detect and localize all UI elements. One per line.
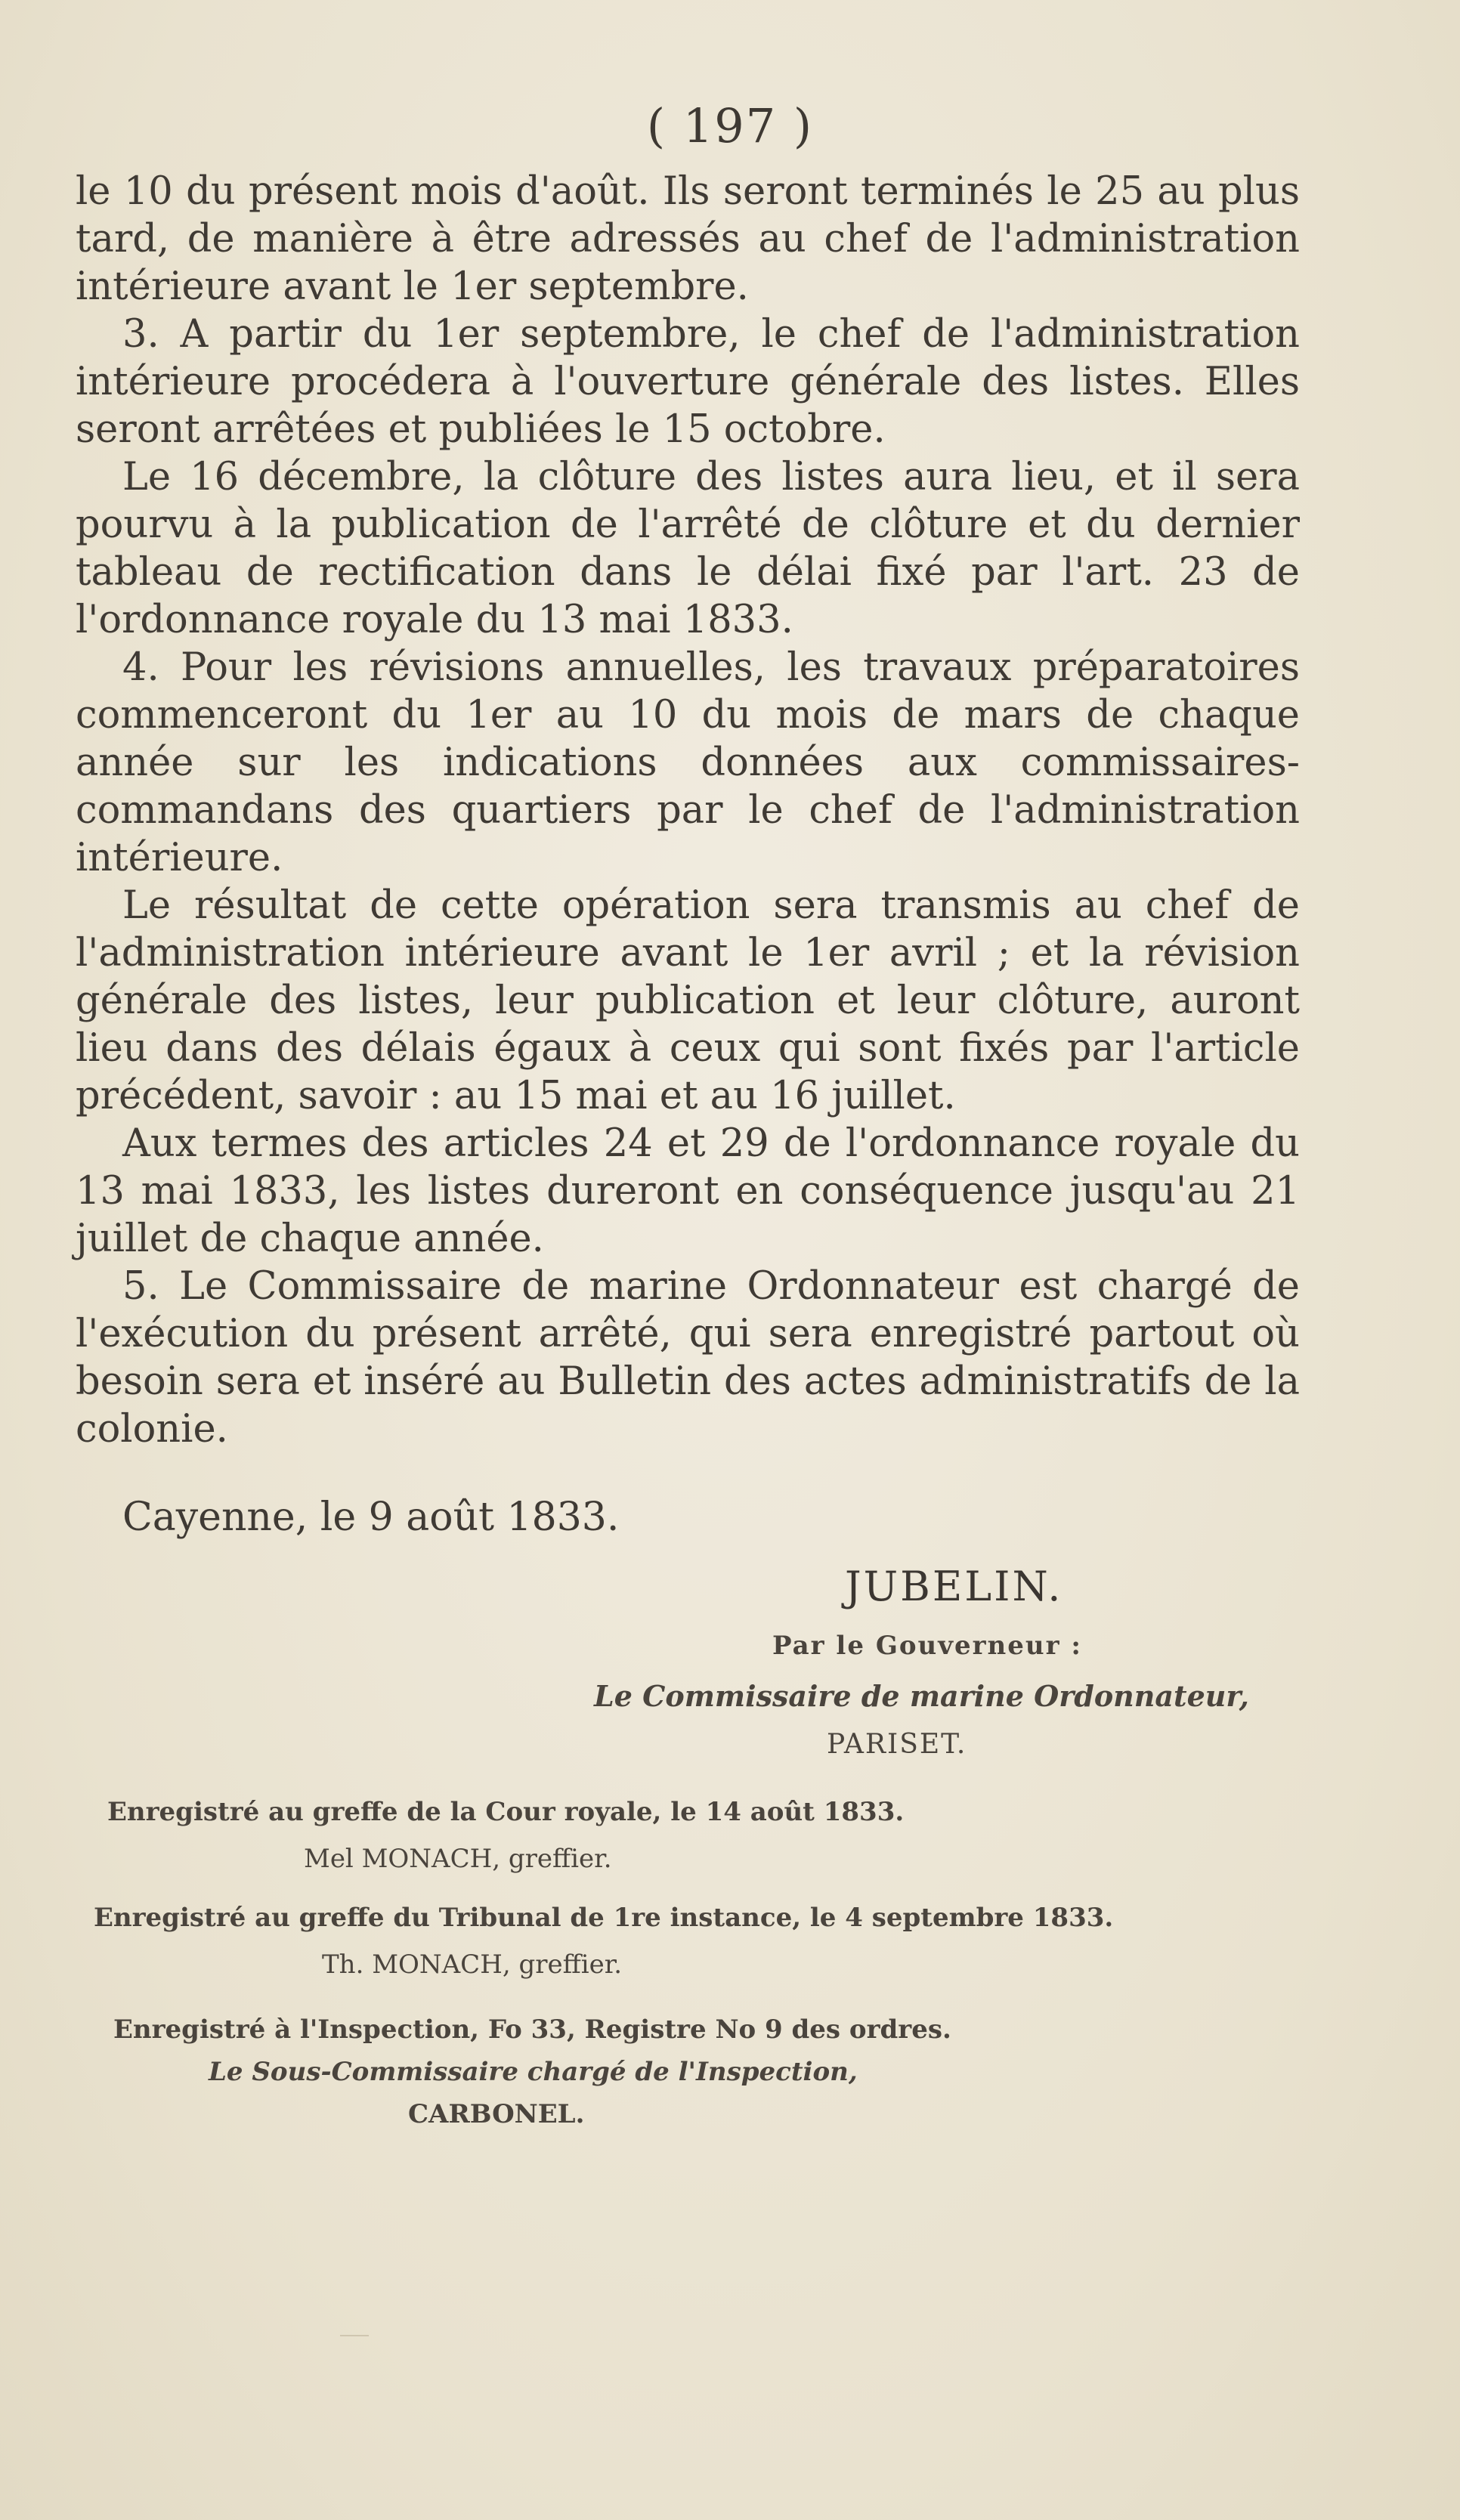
registration-inspection-title: Le Sous-Commissaire chargé de l'Inspection, bbox=[209, 2057, 858, 2087]
paragraph-resultat: Le résultat de cette opération sera transmis au chef de l'administration intérieure avant le 1er avril ; et la révision générale des listes, leur publication et leur clôture, auront lieu dans des délais égaux à ceux qui sont fixés par l'article précédent, savoir : au 15 mai et au 16 juillet. bbox=[76, 883, 1300, 1118]
registration-cour-royale: Enregistré au greffe de la Cour royale, le 14 août 1833. bbox=[107, 1797, 905, 1827]
paper-mark bbox=[340, 2335, 369, 2336]
article-3: 3. A partir du 1er septembre, le chef de l'administration intérieure procédera à l'ouverture générale des listes. Elles seront arrêtées et publiées le 15 octobre. bbox=[76, 312, 1300, 452]
registration-cour-royale-signer: Mel MONACH, greffier. bbox=[304, 1844, 612, 1874]
body-text bbox=[76, 168, 1300, 1453]
paragraph-termes: Aux termes des articles 24 et 29 de l'ordonnance royale du 13 mai 1833, les listes dureront en conséquence jusqu'au 21 juillet de chaque année. bbox=[76, 1121, 1300, 1261]
governor-signature: JUBELIN. bbox=[845, 1563, 1063, 1610]
registration-tribunal: Enregistré au greffe du Tribunal de 1re instance, le 4 septembre 1833. bbox=[94, 1903, 1114, 1933]
page-number: ( 197 ) bbox=[646, 98, 814, 153]
paragraph-cloture: Le 16 décembre, la clôture des listes aura lieu, et il sera pourvu à la publication de l'arrêté de clôture et du dernier tableau de rectification dans le délai fixé par l'art. 23 de l'ordonnance royale du 13 mai 1833. bbox=[76, 455, 1300, 642]
registration-tribunal-signer: Th. MONACH, greffier. bbox=[322, 1950, 623, 1980]
registration-inspection: Enregistré à l'Inspection, Fo 33, Registre No 9 des ordres. bbox=[113, 2014, 951, 2045]
date-line: Cayenne, le 9 août 1833. bbox=[122, 1495, 620, 1540]
by-governor-line: Par le Gouverneur : bbox=[772, 1631, 1082, 1661]
paragraph-continuation: le 10 du présent mois d'août. Ils seront terminés le 25 au plus tard, de manière à être adressés au chef de l'administration intérieure avant le 1er septembre. bbox=[76, 169, 1300, 309]
ordonnateur-title: Le Commissaire de marine Ordonnateur, bbox=[594, 1679, 1249, 1713]
ordonnateur-signature: PARISET. bbox=[827, 1729, 967, 1760]
article-5: 5. Le Commissaire de marine Ordonnateur est chargé de l'exécution du présent arrêté, qui sera enregistré partout où besoin sera et inséré au Bulletin des actes administratifs de la colonie. bbox=[76, 1264, 1300, 1452]
registration-inspection-signer: CARBONEL. bbox=[408, 2099, 585, 2129]
article-4: 4. Pour les révisions annuelles, les travaux préparatoires commenceront du 1er au 10 du mois de mars de chaque année sur les indications données aux commissaires-commandans des quartiers par le chef de l'administration intérieure. bbox=[76, 645, 1300, 880]
